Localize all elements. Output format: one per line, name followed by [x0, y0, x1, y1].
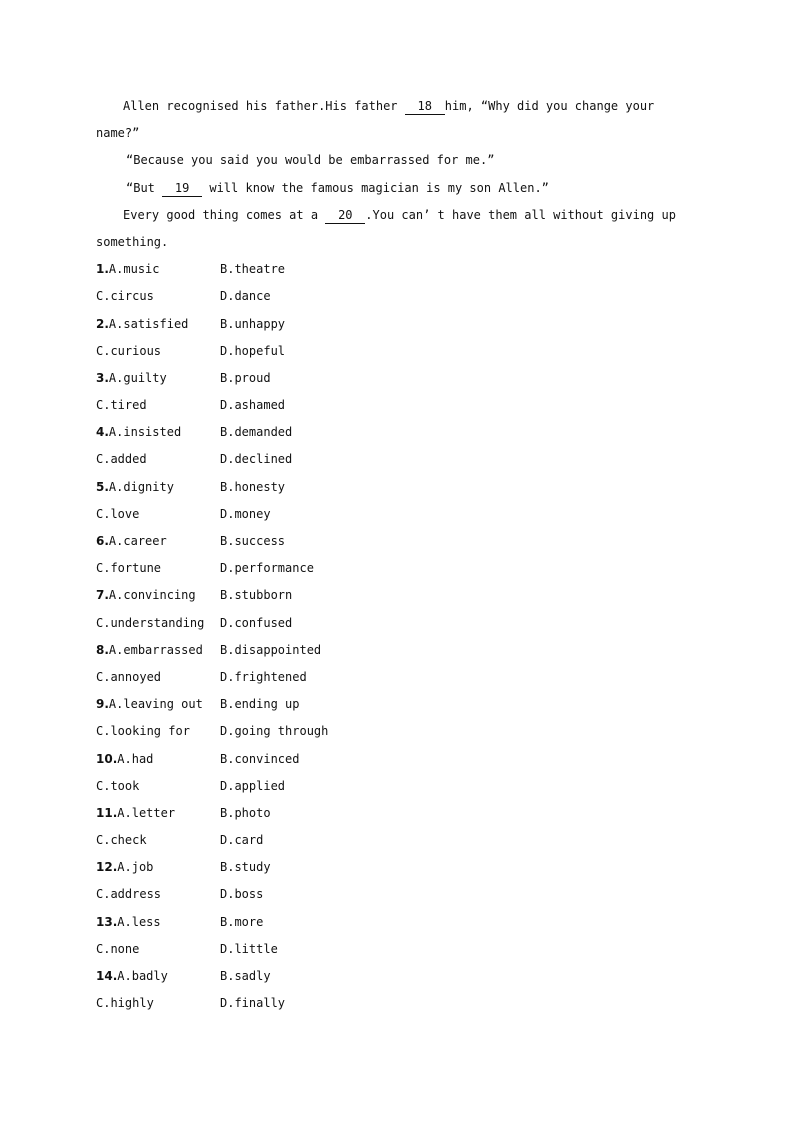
passage-text: “Because you said you would be embarrassed for me.”: [126, 153, 495, 168]
option-a: [96, 694, 220, 721]
option-d: D.hopeful: [220, 343, 286, 358]
question-row: [96, 477, 676, 504]
blank-20: 20: [325, 208, 365, 224]
question-row: [96, 314, 676, 341]
question-number: 3.: [96, 370, 109, 385]
option-b: B.more: [220, 914, 264, 929]
question-row: [96, 830, 676, 857]
option-c: C.love: [96, 506, 140, 521]
question-row: [96, 504, 676, 531]
question-row: [96, 857, 676, 884]
passage-text: Allen recognised his father.His father: [123, 99, 405, 113]
option-d: D.applied: [220, 778, 286, 793]
option-d: D.dance: [220, 289, 271, 304]
question-row: [96, 776, 676, 803]
option-a: [96, 640, 220, 667]
question-row: [96, 613, 676, 640]
passage-text: .You can’ t have them all without giving up: [365, 207, 676, 222]
option-d: D.confused: [220, 615, 293, 630]
option-a-text: A.letter: [117, 805, 176, 820]
option-b: B.unhappy: [220, 316, 286, 331]
option-a-text: A.insisted: [108, 425, 182, 440]
question-row: [96, 286, 676, 313]
option-c: C.tired: [96, 398, 147, 413]
blank-19: 19: [162, 181, 202, 197]
question-number: 5.: [96, 479, 109, 494]
question-row: [96, 939, 676, 966]
question-row: [96, 884, 676, 911]
option-a: [96, 368, 220, 395]
question-row: [96, 368, 676, 395]
option-a: [96, 314, 220, 341]
option-a: [96, 749, 220, 776]
passage-text: Every good thing comes at a: [123, 207, 326, 222]
passage-line-4: [96, 178, 676, 205]
option-d: D.frightened: [220, 669, 307, 684]
question-row: [96, 640, 676, 667]
option-d: D.going through: [220, 724, 329, 739]
option-c: C.highly: [96, 996, 154, 1011]
question-row: [96, 341, 676, 368]
option-d: D.card: [220, 833, 264, 848]
question-number: 12.: [96, 860, 118, 875]
document-page: [96, 96, 676, 1020]
option-b: B.ending up: [220, 697, 300, 712]
option-a-text: A.job: [117, 860, 154, 875]
question-row: [96, 395, 676, 422]
option-a-text: A.guilty: [108, 370, 167, 385]
passage-line-5: [96, 205, 676, 232]
option-c: C.none: [96, 941, 140, 956]
option-a-text: A.badly: [117, 969, 168, 983]
question-number: 10.: [96, 751, 118, 766]
question-row: [96, 966, 676, 993]
option-a: [96, 585, 220, 612]
option-c: C.understanding: [96, 615, 205, 630]
option-b: B.photo: [220, 805, 271, 820]
option-c: C.added: [96, 452, 147, 467]
option-a: [96, 803, 220, 830]
passage-text: something.: [96, 234, 169, 249]
option-a: [96, 531, 220, 558]
option-c: C.took: [96, 778, 140, 793]
option-a-text: A.convincing: [108, 588, 196, 603]
question-row: [96, 694, 676, 721]
option-c: C.looking for: [96, 724, 190, 739]
option-a-text: A.music: [108, 262, 160, 277]
question-row: [96, 558, 676, 585]
question-row: [96, 259, 676, 286]
question-number: 6.: [96, 534, 109, 548]
option-a: [96, 912, 220, 939]
option-b: B.study: [220, 860, 271, 875]
option-b: B.success: [220, 534, 286, 548]
option-b: B.honesty: [220, 479, 286, 494]
option-d: D.boss: [220, 887, 264, 902]
question-row: [96, 749, 676, 776]
option-a-text: A.embarrassed: [108, 642, 203, 657]
question-list: [96, 259, 676, 1020]
option-a-text: A.satisfied: [108, 316, 189, 331]
option-c: C.curious: [96, 343, 162, 358]
option-d: D.little: [220, 941, 278, 956]
question-row: [96, 993, 676, 1020]
option-a: [96, 259, 220, 286]
option-d: D.money: [220, 506, 271, 521]
passage-text: “But: [126, 180, 163, 195]
option-d: D.ashamed: [220, 398, 286, 413]
option-b: B.demanded: [220, 425, 293, 440]
option-d: D.declined: [220, 452, 293, 467]
option-c: C.annoyed: [96, 669, 162, 684]
passage-line-3: [96, 150, 676, 177]
question-number: 2.: [96, 316, 109, 331]
question-row: [96, 422, 676, 449]
option-a-text: A.less: [117, 914, 161, 929]
option-c: C.address: [96, 887, 162, 902]
passage-line-1: [96, 96, 676, 123]
question-number: 13.: [96, 914, 118, 929]
question-row: [96, 531, 676, 558]
option-a-text: A.career: [108, 534, 167, 548]
option-a: [96, 966, 220, 993]
option-a: [96, 477, 220, 504]
option-a-text: A.had: [117, 751, 154, 766]
option-c: C.fortune: [96, 561, 162, 576]
question-number: 11.: [96, 805, 118, 820]
question-row: [96, 585, 676, 612]
question-row: [96, 803, 676, 830]
question-number: 4.: [96, 425, 109, 440]
question-row: [96, 721, 676, 748]
option-d: D.performance: [220, 561, 314, 576]
option-c: C.circus: [96, 289, 154, 304]
question-number: 9.: [96, 697, 109, 712]
option-b: B.stubborn: [220, 588, 293, 603]
passage-text: him, “Why did you change your: [444, 99, 655, 113]
question-number: 14.: [96, 969, 118, 983]
question-row: [96, 667, 676, 694]
question-number: 7.: [96, 588, 109, 603]
question-row: [96, 449, 676, 476]
option-b: B.proud: [220, 370, 271, 385]
option-a: [96, 857, 220, 884]
option-c: C.check: [96, 833, 147, 848]
option-d: D.finally: [220, 996, 286, 1011]
question-number: 1.: [96, 262, 109, 277]
option-b: B.sadly: [220, 969, 271, 983]
option-a-text: A.leaving out: [108, 697, 203, 712]
option-b: B.convinced: [220, 751, 300, 766]
passage-text: name?”: [96, 126, 140, 141]
question-row: [96, 912, 676, 939]
option-a: [96, 422, 220, 449]
passage-line-2: [96, 123, 676, 150]
option-b: B.theatre: [220, 262, 286, 277]
option-a-text: A.dignity: [108, 479, 174, 494]
question-number: 8.: [96, 642, 109, 657]
blank-18: 18: [405, 99, 445, 115]
passage-text: will know the famous magician is my son Allen.”: [202, 180, 549, 195]
passage-line-6: [96, 232, 676, 259]
option-b: B.disappointed: [220, 642, 322, 657]
